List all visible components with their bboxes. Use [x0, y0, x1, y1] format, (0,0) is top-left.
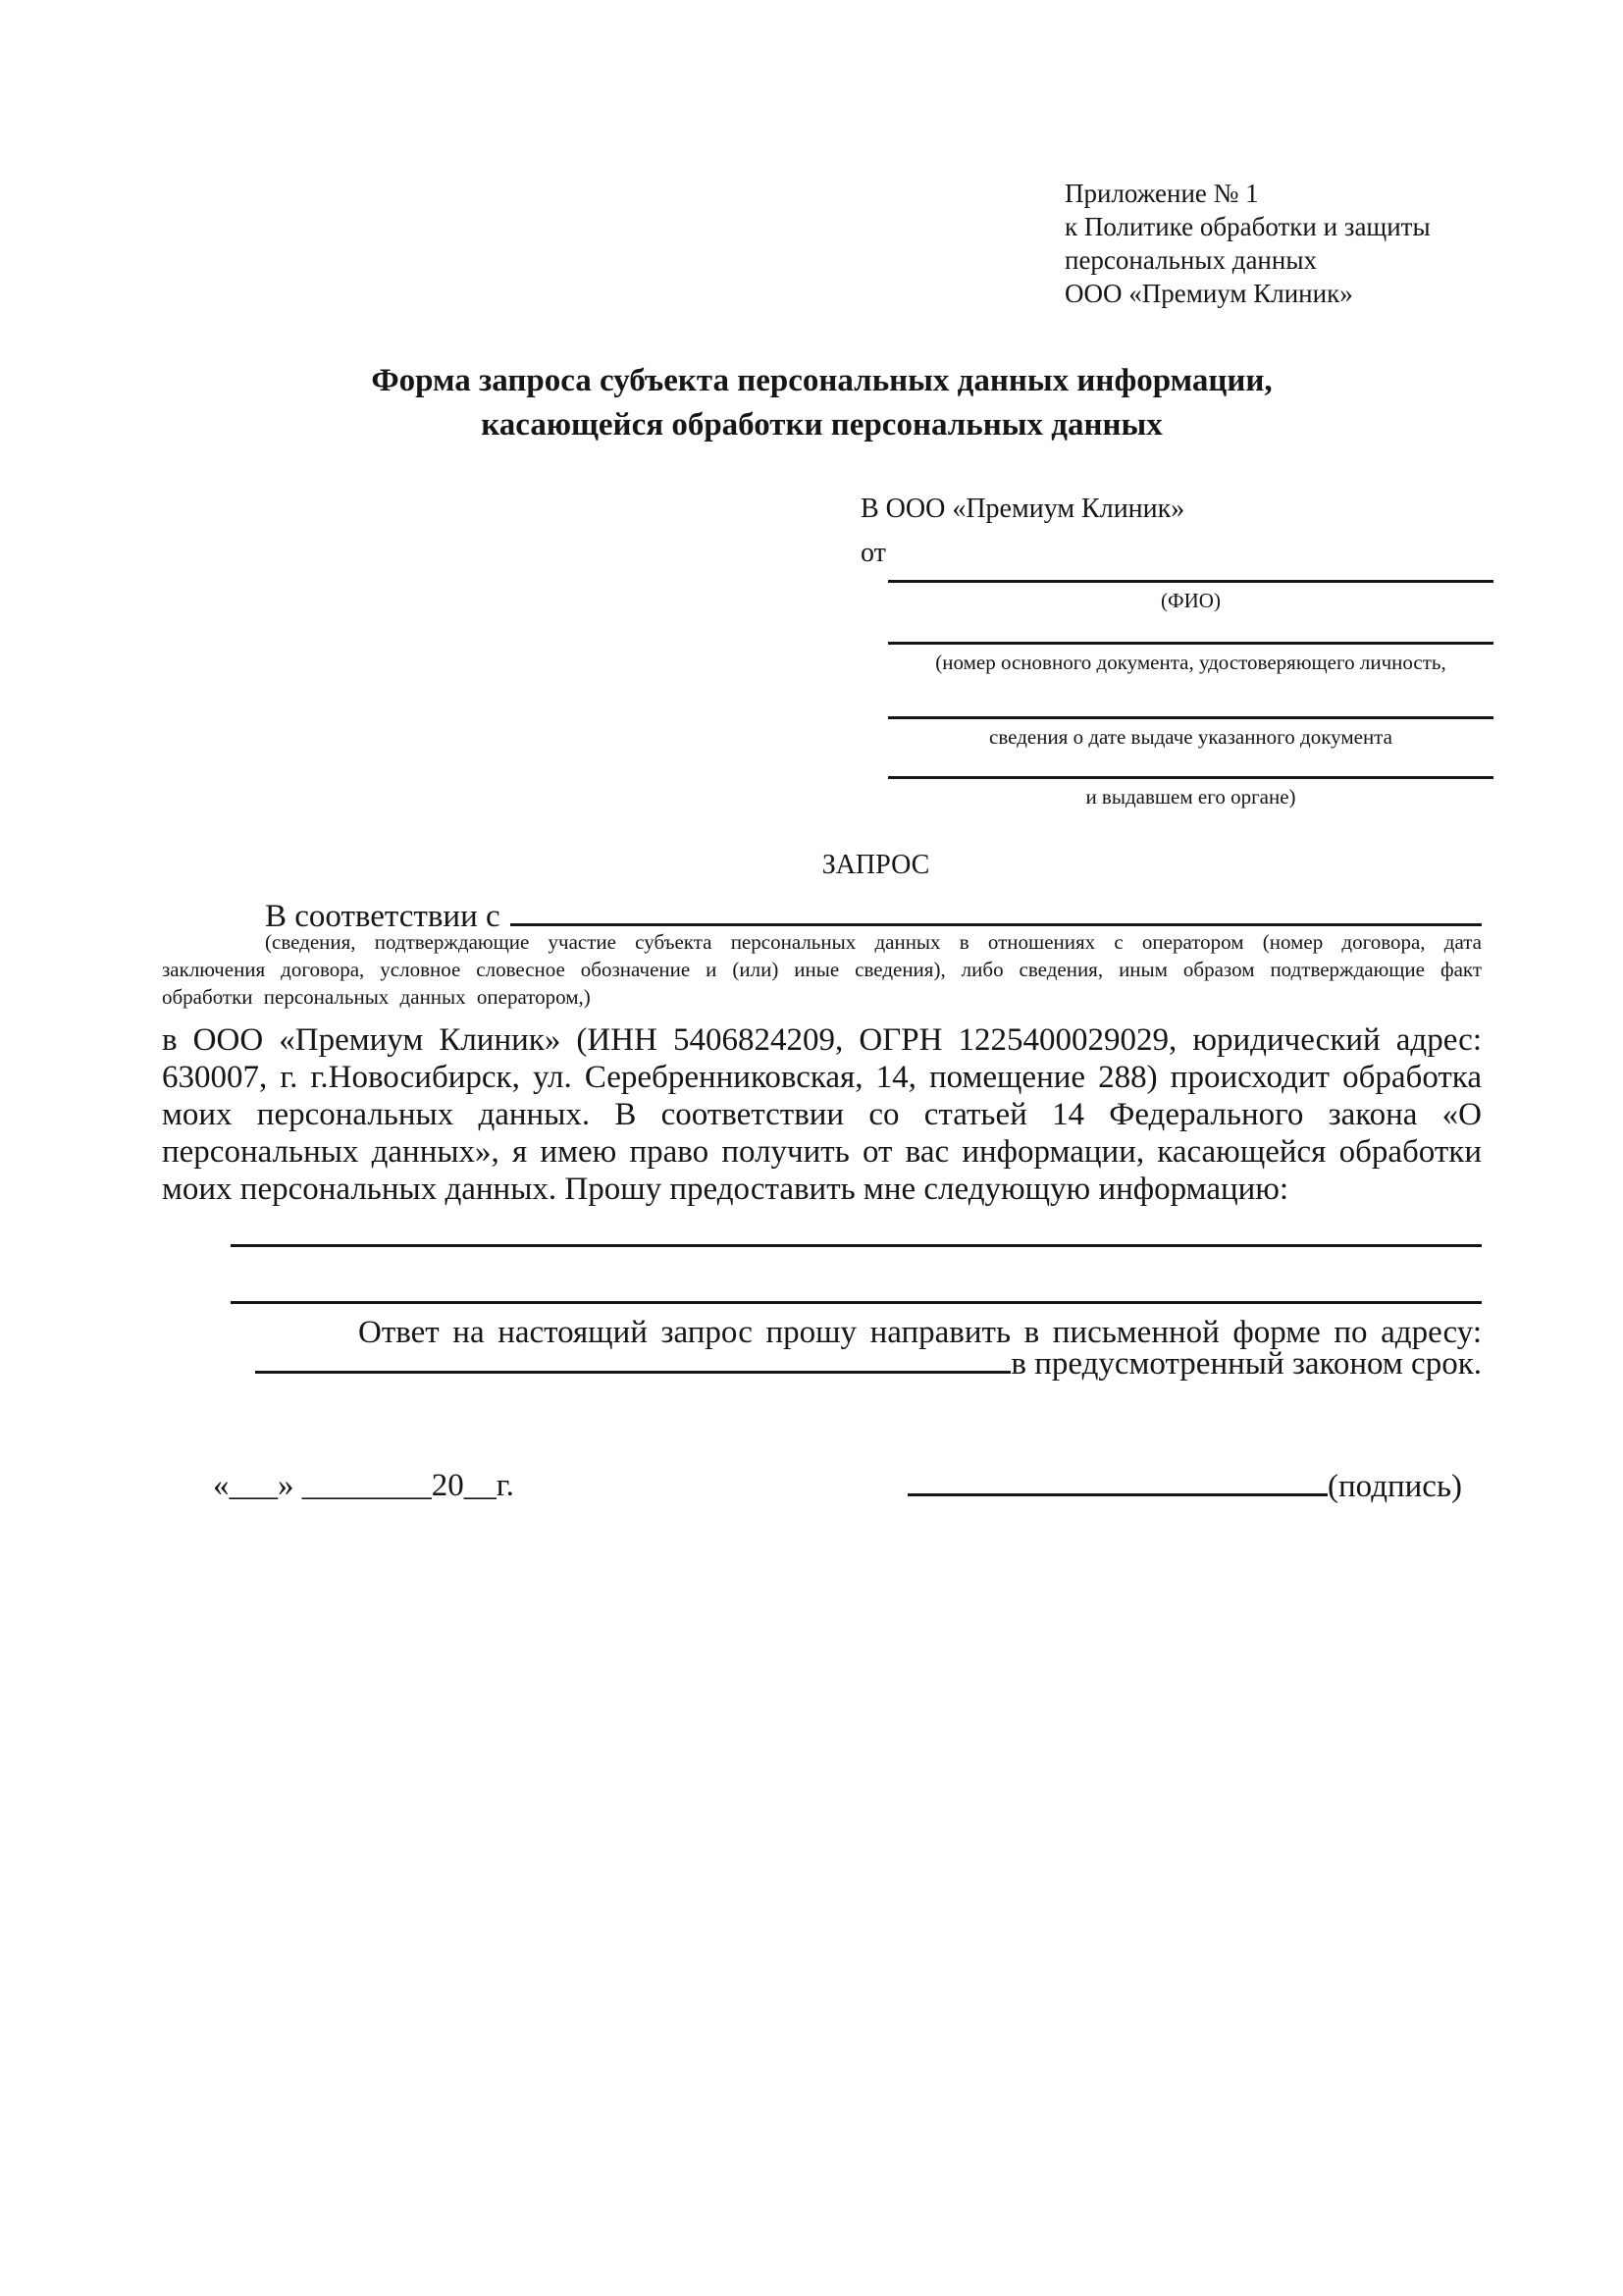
signature-caption: (подпись) [1328, 1469, 1462, 1504]
fio-caption: (ФИО) [1161, 589, 1221, 612]
request-body-line: персональных данных», я имею право получить от вас информации, касающейся обработки [162, 1134, 1482, 1170]
accordance-label: В соответствии с [265, 899, 500, 934]
request-body-line: в ООО «Премиум Клиник» (ИНН 5406824209, ОГРН 1225400029029, юридический адрес: [162, 1022, 1482, 1058]
response-address-row [255, 1346, 1482, 1383]
page-title-line-1: Форма запроса субъекта персональных данных информации, [371, 363, 1273, 398]
signature-blank-line [908, 1493, 1328, 1496]
request-body-line: моих персональных данных. Прошу предоставить мне следующую информацию: [162, 1172, 1289, 1207]
appendix-line: ООО «Премиум Клиник» [1065, 279, 1353, 308]
date-blank-line: «___» ________20__г. [213, 1468, 514, 1503]
document-date-caption: сведения о дате выдаче указанного документа [989, 725, 1392, 749]
issuing-authority-caption: и выдавшем его органе) [1085, 785, 1296, 809]
information-blank-line-2 [231, 1301, 1482, 1304]
appendix-block [1065, 177, 1431, 310]
signature-row [908, 1469, 1462, 1505]
response-term-text: в предусмотренный законом срок. [1011, 1346, 1482, 1382]
address-blank-line [255, 1371, 1011, 1374]
document-date-blank-line [888, 716, 1493, 719]
accordance-blank-line [510, 923, 1482, 926]
page-title [162, 359, 1482, 447]
fio-blank-line [888, 580, 1493, 583]
page-title-line-2: касающейся обработки персональных данных [481, 407, 1163, 443]
request-body-line: 630007, г. г.Новосибирск, ул. Серебренниковская, 14, помещение 288) происходит обработка [162, 1060, 1482, 1095]
request-heading: ЗАПРОС [821, 850, 930, 880]
small-print-line: обработки персональных данных оператором,) [162, 985, 591, 1009]
appendix-line: персональных данных [1065, 245, 1317, 275]
addressee-to: В ООО «Премиум Клиник» [861, 494, 1185, 524]
appendix-line: к Политике обработки и защиты [1065, 212, 1431, 241]
small-print-line: заключения договора, условное словесное обозначение и (или) иные сведения), либо сведения, иным образом подтверждающие факт [162, 958, 1482, 981]
response-address-text: Ответ на настоящий запрос прошу направить в письменной форме по адресу: [358, 1315, 1482, 1350]
small-print-line: (сведения, подтверждающие участие субъекта персональных данных в отношениях с оператором (номер договора, дата [265, 930, 1482, 954]
request-body-line: моих персональных данных. В соответствии со статьей 14 Федерального закона «О [162, 1097, 1482, 1132]
document-number-blank-line [888, 642, 1493, 645]
addressee-from-label: от [861, 538, 886, 568]
information-blank-line-1 [231, 1244, 1482, 1247]
issuing-authority-blank-line [888, 776, 1493, 779]
appendix-line: Приложение № 1 [1065, 179, 1259, 208]
document-number-caption: (номер основного документа, удостоверяющего личность, [935, 651, 1446, 674]
